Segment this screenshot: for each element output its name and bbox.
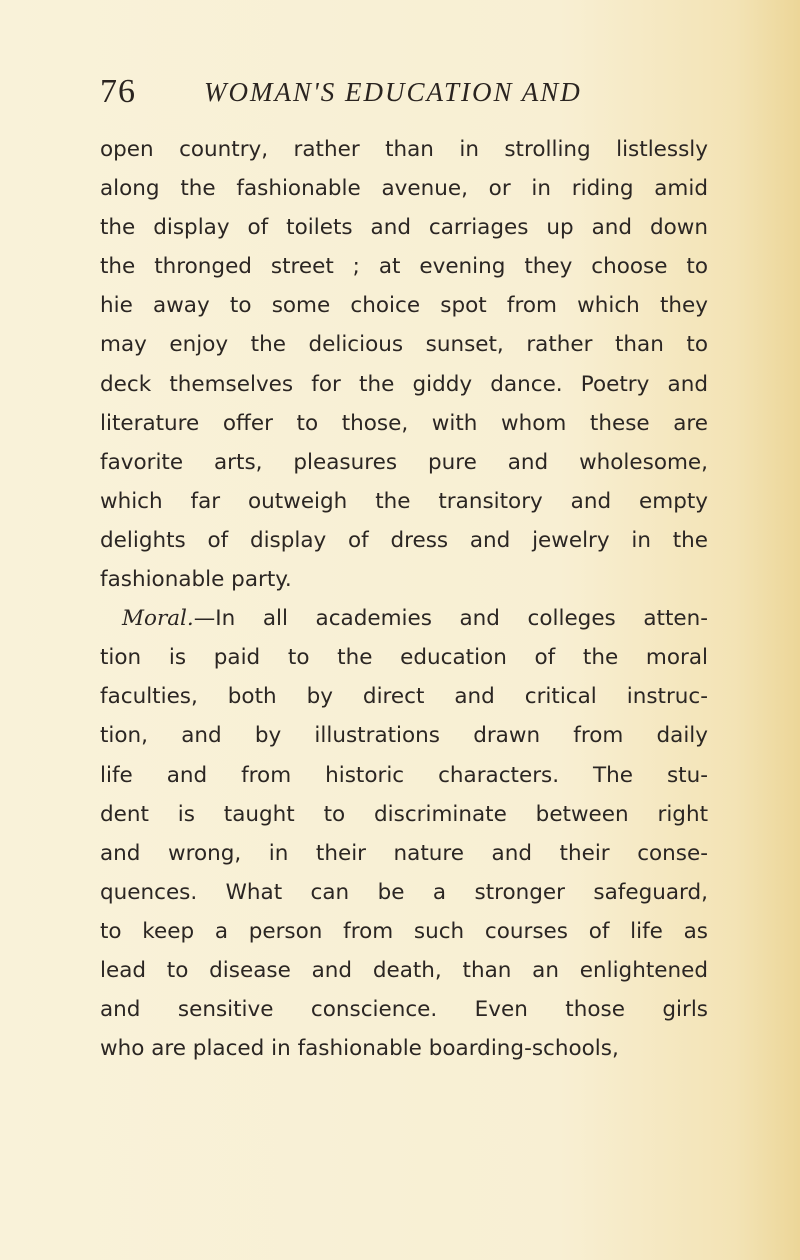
text-line: quences. What can be a stronger safeguard, <box>100 879 708 905</box>
text-line: delights of display of dress and jewelry in the <box>100 527 708 553</box>
text-line: faculties, both by direct and critical instruc- <box>100 684 708 710</box>
text-line: literature offer to those, with whom these are <box>100 410 708 436</box>
text-line: hie away to some choice spot from which they <box>100 293 708 319</box>
running-head: WOMAN'S EDUCATION AND <box>204 77 582 107</box>
moral-first-line-text: —In all academies and colleges atten- <box>193 606 708 632</box>
text-line: to keep a person from such courses of life as <box>100 918 708 944</box>
text-line: deck themselves for the giddy dance. Poetry and <box>100 371 708 397</box>
text-line: which far outweigh the transitory and empty <box>100 488 708 514</box>
text-line: life and from historic characters. The stu- <box>100 762 708 788</box>
text-line: the display of toilets and carriages up and down <box>100 215 708 241</box>
page-number: 76 <box>100 73 136 110</box>
moral-paragraph-start <box>100 599 708 638</box>
text-line: open country, rather than in strolling listlessly <box>100 137 708 162</box>
text-line: the thronged street ; at evening they choose to <box>100 254 708 280</box>
text-line: favorite arts, pleasures pure and wholesome, <box>100 449 708 475</box>
text-line: lead to disease and death, than an enlightened <box>100 957 708 983</box>
text-line: tion is paid to the education of the moral <box>100 645 708 671</box>
text-line: fashionable party. <box>100 567 292 593</box>
text-line: may enjoy the delicious sunset, rather than to <box>100 332 708 358</box>
text-line: along the fashionable avenue, or in riding amid <box>100 176 708 202</box>
text-line: and wrong, in their nature and their conse- <box>100 840 708 866</box>
text-line: and sensitive conscience. Even those girls <box>100 997 708 1023</box>
body-text <box>100 130 708 1068</box>
text-line: dent is taught to discriminate between right <box>100 801 708 827</box>
text-line: tion, and by illustrations drawn from daily <box>100 723 708 749</box>
moral-heading: Moral. <box>122 606 194 632</box>
page-header <box>100 72 700 112</box>
text-line: who are placed in fashionable boarding-schools, <box>100 1036 619 1062</box>
